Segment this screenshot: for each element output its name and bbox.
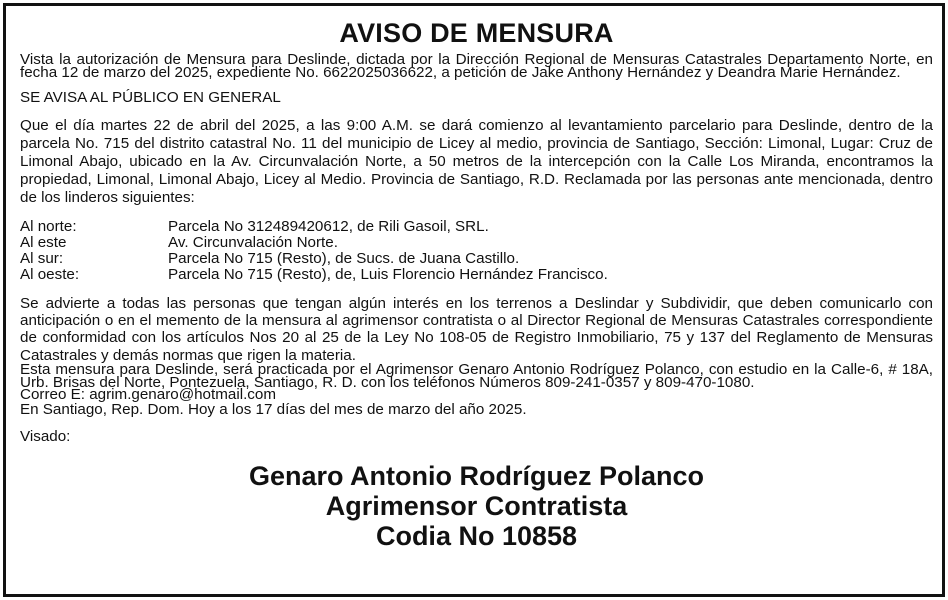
signature-role: Agrimensor Contratista [325,490,628,521]
boundary-row-south [20,251,933,267]
boundary-label: Al este [20,233,67,251]
intro-paragraph: Vista la autorización de Mensura para Deslinde, dictada por la Dirección Regional de Mensuras Catastrales Departamento Norte, en fecha 12 de marzo del 2025, expediente No. 6622025036622, a petición de Jake Anthony Hernández y Deandra Marie Hernández. [20,51,933,81]
boundary-value: Parcela No 715 (Resto), de Sucs. de Juana Castillo. [168,249,520,267]
boundary-value: Parcela No 312489420612, de Rili Gasoil, SRL. [168,217,489,235]
boundary-label: Al oeste: [20,265,80,283]
email-line: Correo E: agrim.genaro@hotmail.com [20,386,276,404]
boundary-value: Parcela No 715 (Resto), de, Luis Florencio Hernández Francisco. [168,265,608,283]
signature-name: Genaro Antonio Rodríguez Polanco [248,460,704,491]
notice-frame [3,3,945,597]
signature-block [20,461,933,551]
notice-title: AVISO DE MENSURA [339,18,614,48]
public-notice-heading: SE AVISA AL PÚBLICO EN GENERAL [20,89,281,106]
warning-paragraph: Se advierte a todas las personas que tengan algún interés en los terrenos a Deslindar y Subdividir, que deben comunicarlo con anticipación o en el memento de la mensura al agrimensor contratista o al Director Regional de Mensuras Catastrales correspondiente de conformidad con los artículos Nos 20 al 25 de la Ley No 108-05 de Registro Inmobiliario, 75 y 137 del Reglamento de Mensuras Catastrales y demás normas que rigen la materia. [20,294,933,364]
date-line: En Santiago, Rep. Dom. Hoy a los 17 días del mes de marzo del año 2025. [20,400,527,418]
surveyor-info-paragraph: Esta mensura para Deslinde, será practicada por el Agrimensor Genaro Antonio Rodríguez Polanco, con estudio en la Calle-6, # 18A, Urb. Brisas del Norte, Pontezuela, Santiago, R. D. con los teléfonos Números 809-241-0357 y 809-470-1080. [20,361,933,391]
boundary-row-north [20,219,933,235]
boundary-row-east [20,235,933,251]
boundaries-list [20,219,933,283]
body-paragraph: Que el día martes 22 de abril del 2025, a las 9:00 A.M. se dará comienzo al levantamiento parcelario para Deslinde, dentro de la parcela No. 715 del distrito catastral No. 11 del municipio de Licey al medio, provincia de Santiago, Sección: Limonal, Lugar: Cruz de Limonal Abajo, ubicado en la Av. Circunvalación Norte, a 50 metros de la intercepción con la Calle Los Miranda, encontramos la propiedad, Limonal, Limonal Abajo, Licey al Medio. Provincia de Santiago, R.D. Reclamada por las personas ante mencionada, dentro de los linderos siguientes: [20,116,933,207]
boundary-value: Av. Circunvalación Norte. [168,233,338,251]
boundary-row-west [20,267,933,283]
notice-content [6,6,942,551]
boundary-label: Al sur: [20,249,64,267]
boundary-label: Al norte: [20,217,77,235]
visado-label: Visado: [20,427,71,445]
signature-codia: Codia No 10858 [375,520,578,551]
